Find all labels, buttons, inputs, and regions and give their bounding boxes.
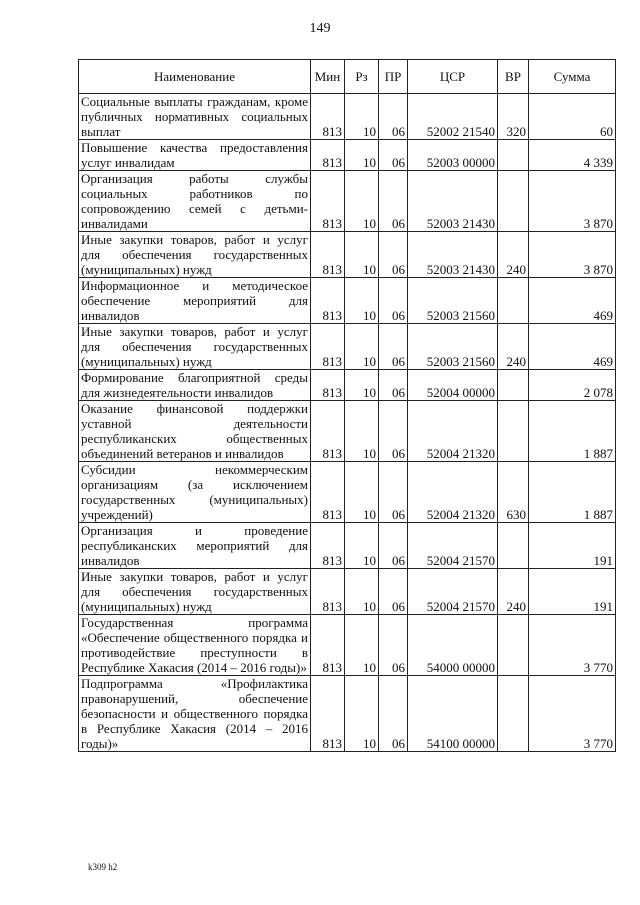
row-pr: 06 bbox=[379, 232, 408, 278]
row-vr: 320 bbox=[498, 94, 529, 140]
row-rz: 10 bbox=[345, 676, 379, 752]
row-min: 813 bbox=[311, 615, 345, 676]
row-min: 813 bbox=[311, 232, 345, 278]
row-pr: 06 bbox=[379, 569, 408, 615]
row-sum: 191 bbox=[529, 523, 616, 569]
row-csr: 52004 00000 bbox=[408, 370, 498, 401]
row-sum: 191 bbox=[529, 569, 616, 615]
row-rz: 10 bbox=[345, 615, 379, 676]
row-csr: 52003 21560 bbox=[408, 324, 498, 370]
row-min: 813 bbox=[311, 569, 345, 615]
header-rz: Рз bbox=[345, 60, 379, 94]
row-min: 813 bbox=[311, 140, 345, 171]
table-row bbox=[79, 401, 616, 462]
row-pr: 06 bbox=[379, 401, 408, 462]
row-vr bbox=[498, 140, 529, 171]
row-sum: 3 870 bbox=[529, 171, 616, 232]
row-pr: 06 bbox=[379, 370, 408, 401]
row-sum: 60 bbox=[529, 94, 616, 140]
row-sum: 1 887 bbox=[529, 462, 616, 523]
header-min: Мин bbox=[311, 60, 345, 94]
row-rz: 10 bbox=[345, 171, 379, 232]
row-pr: 06 bbox=[379, 523, 408, 569]
row-name: Повышение качества предоставления услуг инвалидам bbox=[79, 140, 311, 171]
row-sum: 469 bbox=[529, 324, 616, 370]
row-name: Субсидии некоммерческим организациям (за исключением государственных (муниципальных) учреждений) bbox=[79, 462, 311, 523]
budget-table bbox=[78, 59, 616, 752]
row-min: 813 bbox=[311, 676, 345, 752]
row-name: Подпрограмма «Профилактика правонарушений, обеспечение безопасности и общественного порядка в Республике Хакасия (2014 – 2016 годы)» bbox=[79, 676, 311, 752]
row-vr bbox=[498, 676, 529, 752]
table-row bbox=[79, 370, 616, 401]
row-name: Формирование благоприятной среды для жизнедеятельности инвалидов bbox=[79, 370, 311, 401]
row-pr: 06 bbox=[379, 324, 408, 370]
row-pr: 06 bbox=[379, 140, 408, 171]
row-vr bbox=[498, 401, 529, 462]
table-row bbox=[79, 676, 616, 752]
row-name: Иные закупки товаров, работ и услуг для обеспечения государственных (муниципальных) нужд bbox=[79, 324, 311, 370]
row-csr: 52004 21570 bbox=[408, 523, 498, 569]
row-pr: 06 bbox=[379, 615, 408, 676]
row-sum: 3 770 bbox=[529, 676, 616, 752]
row-name: Организация и проведение республиканских мероприятий для инвалидов bbox=[79, 523, 311, 569]
row-vr bbox=[498, 370, 529, 401]
row-min: 813 bbox=[311, 171, 345, 232]
row-min: 813 bbox=[311, 462, 345, 523]
row-rz: 10 bbox=[345, 324, 379, 370]
row-rz: 10 bbox=[345, 569, 379, 615]
row-csr: 52003 21560 bbox=[408, 278, 498, 324]
row-name: Оказание финансовой поддержки уставной деятельности республиканских общественных объединений ветеранов и инвалидов bbox=[79, 401, 311, 462]
row-vr: 240 bbox=[498, 324, 529, 370]
row-rz: 10 bbox=[345, 278, 379, 324]
row-min: 813 bbox=[311, 523, 345, 569]
row-vr bbox=[498, 278, 529, 324]
row-name: Социальные выплаты гражданам, кроме публичных нормативных социальных выплат bbox=[79, 94, 311, 140]
row-vr: 630 bbox=[498, 462, 529, 523]
row-min: 813 bbox=[311, 370, 345, 401]
row-rz: 10 bbox=[345, 140, 379, 171]
table-row bbox=[79, 278, 616, 324]
row-name: Информационное и методическое обеспечение мероприятий для инвалидов bbox=[79, 278, 311, 324]
table-row bbox=[79, 94, 616, 140]
row-rz: 10 bbox=[345, 94, 379, 140]
header-pr: ПР bbox=[379, 60, 408, 94]
row-csr: 52002 21540 bbox=[408, 94, 498, 140]
header-vr: ВР bbox=[498, 60, 529, 94]
row-vr bbox=[498, 523, 529, 569]
table-row bbox=[79, 232, 616, 278]
row-vr bbox=[498, 171, 529, 232]
header-sum: Сумма bbox=[529, 60, 616, 94]
header-name: Наименование bbox=[79, 60, 311, 94]
table-row bbox=[79, 171, 616, 232]
row-rz: 10 bbox=[345, 523, 379, 569]
row-pr: 06 bbox=[379, 278, 408, 324]
row-min: 813 bbox=[311, 94, 345, 140]
table-row bbox=[79, 615, 616, 676]
table-header-row bbox=[79, 60, 616, 94]
row-min: 813 bbox=[311, 324, 345, 370]
row-sum: 3 770 bbox=[529, 615, 616, 676]
row-csr: 52004 21570 bbox=[408, 569, 498, 615]
table-row bbox=[79, 569, 616, 615]
row-vr bbox=[498, 615, 529, 676]
footer-code: k309 h2 bbox=[88, 862, 118, 872]
row-csr: 54100 00000 bbox=[408, 676, 498, 752]
row-vr: 240 bbox=[498, 569, 529, 615]
row-rz: 10 bbox=[345, 401, 379, 462]
row-min: 813 bbox=[311, 278, 345, 324]
row-pr: 06 bbox=[379, 676, 408, 752]
row-pr: 06 bbox=[379, 462, 408, 523]
table-row bbox=[79, 324, 616, 370]
table-row bbox=[79, 523, 616, 569]
row-csr: 52004 21320 bbox=[408, 462, 498, 523]
row-sum: 2 078 bbox=[529, 370, 616, 401]
row-csr: 52003 00000 bbox=[408, 140, 498, 171]
table-row bbox=[79, 140, 616, 171]
row-csr: 52004 21320 bbox=[408, 401, 498, 462]
row-csr: 52003 21430 bbox=[408, 171, 498, 232]
row-sum: 3 870 bbox=[529, 232, 616, 278]
row-csr: 54000 00000 bbox=[408, 615, 498, 676]
row-name: Иные закупки товаров, работ и услуг для обеспечения государственных (муниципальных) нужд bbox=[79, 569, 311, 615]
row-name: Организация работы службы социальных работников по сопровождению семей с детьми-инвалидами bbox=[79, 171, 311, 232]
page-number: 149 bbox=[309, 21, 331, 36]
row-name: Иные закупки товаров, работ и услуг для обеспечения государственных (муниципальных) нужд bbox=[79, 232, 311, 278]
row-rz: 10 bbox=[345, 370, 379, 401]
row-sum: 1 887 bbox=[529, 401, 616, 462]
row-rz: 10 bbox=[345, 462, 379, 523]
row-csr: 52003 21430 bbox=[408, 232, 498, 278]
row-rz: 10 bbox=[345, 232, 379, 278]
row-min: 813 bbox=[311, 401, 345, 462]
table-row bbox=[79, 462, 616, 523]
row-pr: 06 bbox=[379, 171, 408, 232]
row-sum: 4 339 bbox=[529, 140, 616, 171]
header-csr: ЦСР bbox=[408, 60, 498, 94]
row-pr: 06 bbox=[379, 94, 408, 140]
row-vr: 240 bbox=[498, 232, 529, 278]
row-name: Государственная программа «Обеспечение общественного порядка и противодействие преступности в Республике Хакасия (2014 – 2016 годы)» bbox=[79, 615, 311, 676]
row-sum: 469 bbox=[529, 278, 616, 324]
